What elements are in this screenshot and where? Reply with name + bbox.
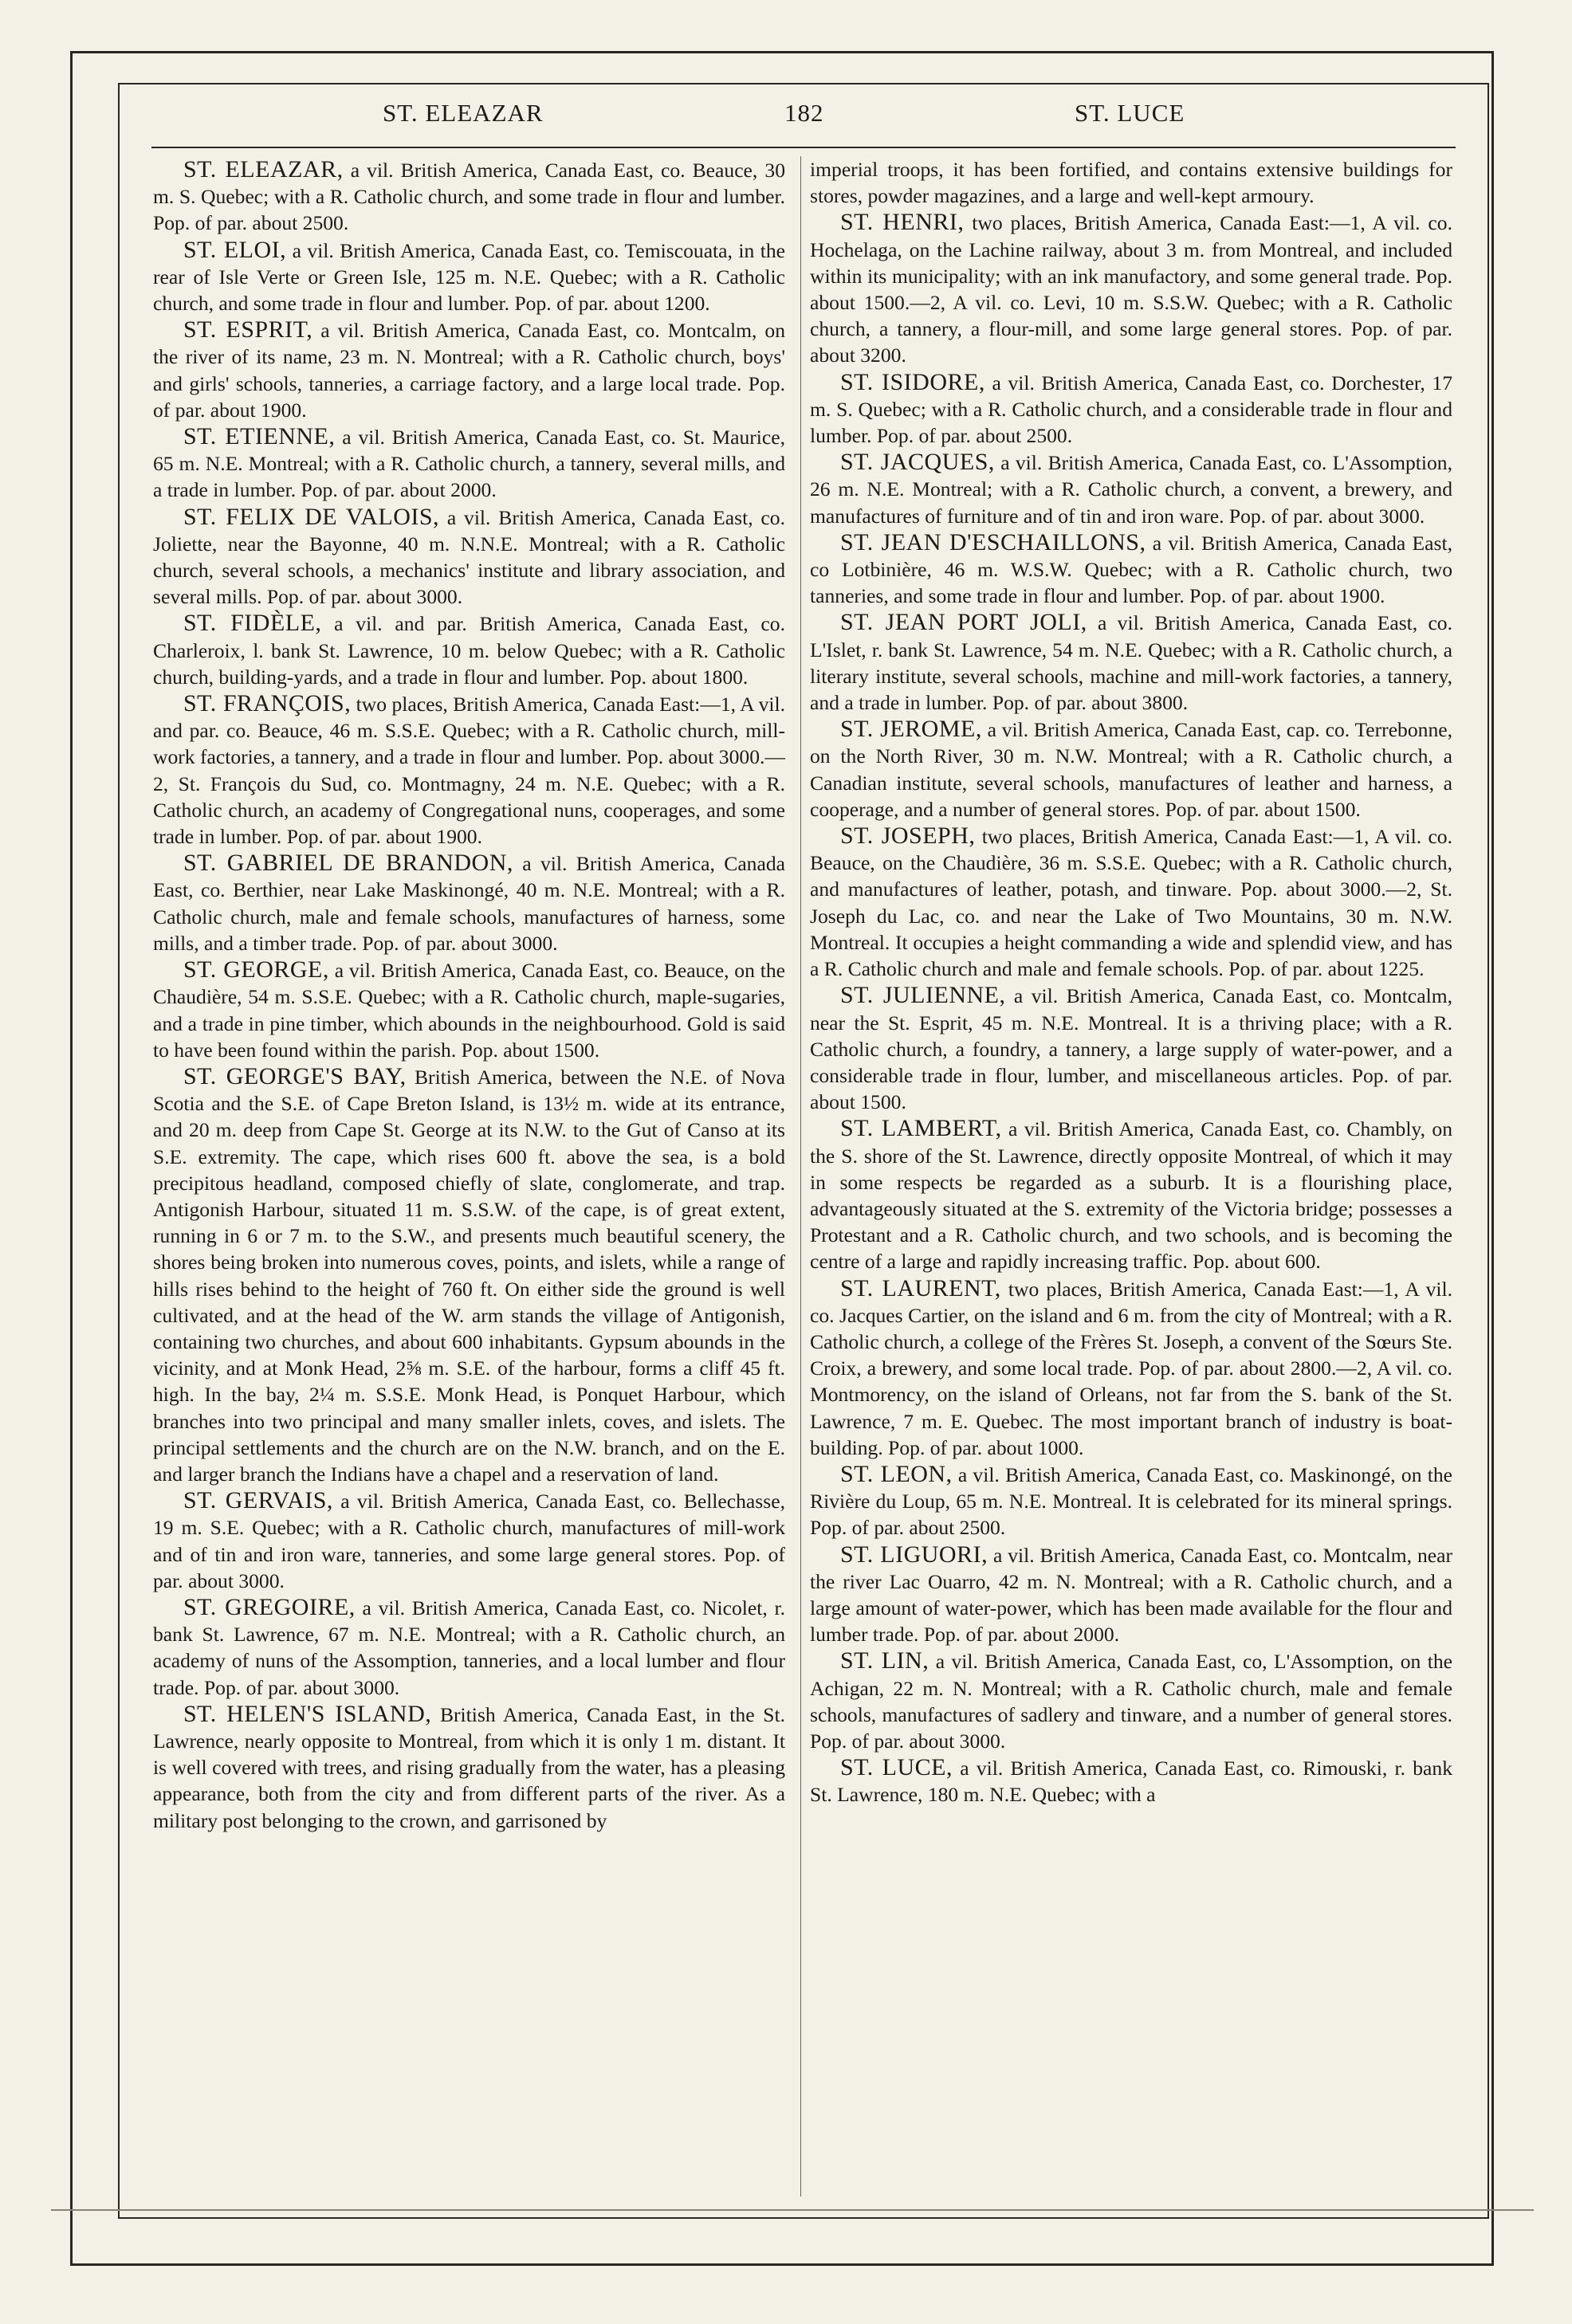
entry-text: two places, British America, Canada East:—1, A vil. co. Beauce, on the Chaudière, 36 m. S.S.E. Quebec; with a R. Catholic church, and manufactures of leather, potash, and tinware. Pop. about 3000.—2, St. Joseph du Lac, co. and near the Lake of Two Mountains, 30 m. N.W. Montreal. It occupies a height commanding a wide and splendid view, and has a R. Catholic church and male and female schools. Pop. of par. about 1225. bbox=[810, 825, 1452, 981]
gazetteer-entry bbox=[153, 1701, 785, 1834]
gazetteer-entry bbox=[810, 716, 1452, 822]
outer-border-left bbox=[70, 51, 73, 2266]
gazetteer-entry bbox=[153, 504, 785, 610]
gazetteer-entry bbox=[153, 237, 785, 317]
inner-border-bottom bbox=[118, 2217, 1489, 2219]
entry-text: British America, Canada East, in the St. Lawrence, nearly opposite to Montreal, from which it is only 1 m. distant. It is well covered with trees, and rising gradually from the water, has a pleasing appearance, both from the city and from different parts of the river. As a military post belonging to the crown, and garrisoned by bbox=[153, 1702, 785, 1832]
entry-heading: ST. JEROME, bbox=[840, 716, 982, 743]
entry-heading: ST. ETIENNE, bbox=[183, 423, 336, 450]
entry-heading: ST. ELOI, bbox=[183, 236, 287, 263]
entry-heading: ST. GEORGE, bbox=[183, 956, 329, 983]
entry-text: a vil. British America, Canada East, co. Montcalm, on the river of its name, 23 m. N. Montreal; with a R. Catholic church, boys' and girls' schools, tanneries, a carriage factory, and a large local trade. Pop. of par. about 1900. bbox=[153, 319, 786, 422]
gazetteer-entry bbox=[810, 1754, 1452, 1808]
gazetteer-entry bbox=[810, 1647, 1452, 1754]
entry-heading: ST. GREGOIRE, bbox=[183, 1593, 356, 1620]
entry-heading: ST. GEORGE'S BAY, bbox=[183, 1062, 407, 1089]
outer-border-bottom bbox=[70, 2263, 1494, 2266]
gazetteer-entry bbox=[810, 982, 1452, 1115]
entry-text: two places, British America, Canada East:—1, A vil. co. Jacques Cartier, on the island and 6 m. from the city of Montreal; with a R. Catholic church, a college of the Frères St. Joseph, a convent of the Sœurs Ste. Croix, a brewery, and some local trade. Pop. of par. about 2800.—2, A vil. co. Montmorency, on the island of Orleans, not far from the S. bank of the St. Lawrence, 7 m. E. Quebec. The most important branch of industry is boat-building. Pop. of par. about 1000. bbox=[810, 1277, 1453, 1459]
gazetteer-entry bbox=[153, 690, 785, 850]
entry-heading: ST. LIGUORI, bbox=[840, 1541, 988, 1568]
page-number: 182 bbox=[784, 99, 824, 127]
entry-text: a vil. British America, Canada East, co. Berthier, near Lake Maskinongé, 40 m. N.E. Montreal; with a R. Catholic church, male and female schools, manufactures of harness, some mills, and a timber trade. Pop. of par. about 3000. bbox=[153, 852, 785, 955]
left-column bbox=[153, 156, 785, 1834]
entry-text: a vil. British America, Canada East, co Lotbinière, 46 m. W.S.W. Quebec; with a R. Catholic church, two tanneries, and some trade in flour and lumber. Pop. of par. about 1900. bbox=[810, 531, 1452, 608]
entry-text: a vil. and par. British America, Canada East, co. Charleroix, l. bank St. Lawrence, 10 m. below Quebec; with a R. Catholic church, building-yards, and a trade in flour and lumber. Pop. about 1800. bbox=[153, 612, 785, 689]
entry-text: a vil. British America, Canada East, co. Montcalm, near the St. Esprit, 45 m. N.E. Montreal. It is a thriving place; with a R. Catholic church, a foundry, a tannery, a large supply of water-power, and a considerable trade in flour, lumber, and miscellaneous articles. Pop. of par. about 1500. bbox=[810, 984, 1452, 1114]
gazetteer-entry bbox=[153, 316, 785, 423]
entry-heading: ST. JEAN PORT JOLI, bbox=[840, 609, 1087, 636]
entry-text: a vil. British America, Canada East, co. Nicolet, r. bank St. Lawrence, 67 m. N.E. Montreal; with a R. Catholic church, an academy of nuns of the Assomption, tanneries, and a local lumber and flour trade. Pop. of par. about 3000. bbox=[153, 1596, 785, 1699]
gazetteer-entry bbox=[153, 1487, 785, 1594]
gazetteer-entry bbox=[153, 156, 785, 237]
gazetteer-entry bbox=[810, 209, 1452, 368]
entry-heading: ST. ISIDORE, bbox=[840, 368, 985, 395]
entry-heading: ST. JULIENNE, bbox=[840, 982, 1006, 1009]
gazetteer-entry bbox=[810, 822, 1452, 982]
gazetteer-entry bbox=[810, 1461, 1452, 1541]
gazetteer-entry bbox=[810, 529, 1452, 610]
entry-heading: ST. HELEN'S ISLAND, bbox=[183, 1700, 432, 1727]
entry-heading: ST. ESPRIT, bbox=[183, 316, 313, 343]
entry-text: a vil. British America, Canada East, co. Joliette, near the Bayonne, 40 m. N.N.E. Montreal; with a R. Catholic church, several schools, a mechanics' institute and library association, and several mills. Pop. of par. about 3000. bbox=[153, 505, 785, 609]
gazetteer-entry bbox=[810, 1541, 1452, 1648]
outer-border-top bbox=[70, 51, 1494, 53]
entry-text: a vil. British America, Canada East, co. Bellechasse, 19 m. S.E. Quebec; with a R. Catholic church, manufactures of mill-work and of tin and iron ware, tanneries, and some large general stores. Pop. of par. about 3000. bbox=[153, 1490, 785, 1592]
gazetteer-entry bbox=[810, 1275, 1452, 1461]
scan-edge-line bbox=[51, 2209, 1534, 2211]
entry-text: a vil. British America, Canada East, co. Temiscouata, in the rear of Isle Verte or Green Isle, 125 m. N.E. Quebec; with a R. Catholic church, and some trade in flour and lumber. Pop. of par. about 1200. bbox=[153, 238, 785, 316]
header-rule bbox=[151, 147, 1456, 148]
entry-text: a vil. British America, Canada East, co. Montcalm, near the river Lac Ouarro, 42 m. N. Montreal; with a R. Catholic church, and a large amount of water-power, which has been made available for the flour and lumber trade. Pop. of par. about 2000. bbox=[810, 1543, 1453, 1647]
gazetteer-entry bbox=[153, 423, 785, 504]
gazetteer-entry bbox=[153, 850, 785, 956]
inner-border-right bbox=[1488, 83, 1489, 2219]
entry-heading: ST. GABRIEL DE BRANDON, bbox=[183, 850, 513, 877]
entry-heading: ST. JEAN D'ESCHAILLONS, bbox=[840, 528, 1146, 555]
entry-heading: ST. FELIX DE VALOIS, bbox=[183, 503, 440, 530]
entry-heading: ST. FRANÇOIS, bbox=[183, 690, 352, 717]
right-column bbox=[810, 156, 1452, 1808]
entry-heading: ST. GERVAIS, bbox=[183, 1487, 333, 1514]
entry-text: a vil. British America, Canada East, co, L'Assomption, on the Achigan, 22 m. N. Montreal; with a R. Catholic church, male and female schools, manufactures of sadlery and tinware, and a number of general stores. Pop. of par. about 3000. bbox=[810, 1650, 1453, 1753]
entry-heading: ST. HENRI, bbox=[840, 209, 965, 236]
gazetteer-entry bbox=[153, 956, 785, 1063]
entry-heading: ST. FIDÈLE, bbox=[183, 610, 322, 637]
entry-text: British America, between the N.E. of Nova Scotia and the S.E. of Cape Breton Island, is 13½ m. wide at its entrance, and 20 m. deep from Cape St. George at its N.W. to the Gut of Canso at its S.E. extremity. The cape, which rises 600 ft. above the sea, is a bold precipitous headland, composed chiefly of slate, conglomerate, and trap. Antigonish Harbour, situated 11 m. S.S.W. of the cape, is of great extent, running in 6 or 7 m. to the S.W., and presents much beautiful scenery, the shores being broken into numerous coves, points, and islets, while a range of hills rises behind to the height of 760 ft. On either side the ground is well cultivated, and at the head of the W. arm stands the village of Antigonish, containing two churches, and about 600 inhabitants. Gypsum abounds in the vicinity, and at Monk Head, 2⅝ m. S.E. of the harbour, forms a cliff 45 ft. high. In the bay, 2¼ m. S.S.E. Monk Head, is Ponquet Harbour, which branches into two principal and many smaller inlets, coves, and islets. The principal settlements and the church are on the N.W. branch, and on the E. and larger branch the Indians have a chapel and a reservation of land. bbox=[153, 1065, 786, 1486]
entry-text: a vil. British America, Canada East, co. L'Islet, r. bank St. Lawrence, 54 m. N.E. Quebec; with a R. Catholic church, a literary institute, several schools, machine and mill-work factories, a tannery, and a trade in lumber. Pop. of par. about 3800. bbox=[810, 611, 1452, 715]
gazetteer-entry bbox=[810, 156, 1452, 209]
entry-heading: ST. LIN, bbox=[840, 1647, 929, 1674]
entry-text: two places, British America, Canada East:—1, A vil. and par. co. Beauce, 46 m. S.S.E. Quebec; with a R. Catholic church, mill-work factories, a tannery, and a trade in flour and lumber. Pop. about 3000.—2, St. François du Sud, co. Montmagny, 24 m. N.E. Quebec; with a R. Catholic church, an academy of Congregational nuns, cooperages, and some trade in lumber. Pop. of par. about 1900. bbox=[153, 693, 785, 849]
entry-text: a vil. British America, Canada East, cap. co. Terrebonne, on the North River, 30 m. N.W. Montreal; with a R. Catholic church, a Canadian institute, several schools, manufactures of leather and harness, a cooperage, and a number of general stores. Pop. of par. about 1500. bbox=[810, 718, 1452, 821]
entry-heading: ST. ELEAZAR, bbox=[183, 156, 344, 183]
gazetteer-entry bbox=[810, 369, 1452, 449]
entry-text: a vil. British America, Canada East, co. Beauce, 30 m. S. Quebec; with a R. Catholic church, and some trade in flour and lumber. Pop. of par. about 2500. bbox=[153, 159, 785, 235]
entry-heading: ST. JOSEPH, bbox=[840, 822, 976, 850]
entry-text: a vil. British America, Canada East, co. Maskinongé, on the Rivière du Loup, 65 m. N.E. Montreal. It is celebrated for its mineral springs. Pop. of par. about 2500. bbox=[810, 1462, 1453, 1540]
entry-text: a vil. British America, Canada East, co. Rimouski, r. bank St. Lawrence, 180 m. N.E. Quebec; with a bbox=[810, 1757, 1452, 1807]
entry-heading: ST. LEON, bbox=[840, 1460, 953, 1487]
entry-text: a vil. British America, Canada East, co. L'Assomption, 26 m. N.E. Montreal; with a R. Catholic church, a convent, a brewery, and manufactures of furniture and of tin and iron ware. Pop. of par. about 3000. bbox=[810, 451, 1452, 528]
entry-heading: ST. LUCE, bbox=[840, 1754, 953, 1781]
gazetteer-entry bbox=[810, 609, 1452, 716]
entry-heading: ST. JACQUES, bbox=[840, 449, 995, 476]
gazetteer-entry bbox=[810, 449, 1452, 529]
entry-heading: ST. LAMBERT, bbox=[840, 1115, 1002, 1142]
entry-text: a vil. British America, Canada East, co. Dorchester, 17 m. S. Quebec; with a R. Catholic church, and a considerable trade in flour and lumber. Pop. of par. about 2500. bbox=[810, 371, 1452, 448]
column-divider bbox=[800, 156, 801, 2196]
entry-text: a vil. British America, Canada East, co. Beauce, on the Chaudière, 54 m. S.S.E. Quebec; with a R. Catholic church, maple-sugaries, and a trade in pine timber, which abounds in the neighbourhood. Gold is said to have been found within the parish. Pop. about 1500. bbox=[153, 959, 785, 1062]
running-head-left: ST. ELEAZAR bbox=[383, 99, 544, 127]
entry-text: imperial troops, it has been fortified, and contains extensive buildings for stores, powder magazines, and a large and well-kept armoury. bbox=[810, 158, 1452, 208]
entry-text: two places, British America, Canada East:—1, A vil. co. Hochelaga, on the Lachine railway, about 3 m. from Montreal, and included within its municipality; with an ink manufactory, and some general trade. Pop. about 1500.—2, A vil. co. Levi, 10 m. S.S.W. Quebec; with a R. Catholic church, a tannery, a flour-mill, and some large general stores. Pop. of par. about 3200. bbox=[810, 211, 1452, 367]
entry-text: a vil. British America, Canada East, co. Chambly, on the S. shore of the St. Lawrence, directly opposite Montreal, of which it may in some respects be regarded as a suburb. It is a flourishing place, advantageously situated at the S. extremity of the Victoria bridge; possesses a Protestant and a R. Catholic church, and two schools, and is becoming the centre of a large and rapidly increasing traffic. Pop. about 600. bbox=[810, 1117, 1452, 1274]
gazetteer-entry bbox=[153, 1063, 785, 1487]
gazetteer-entry bbox=[810, 1115, 1452, 1274]
inner-border-top bbox=[118, 83, 1489, 84]
outer-border-right bbox=[1491, 51, 1494, 2266]
gazetteer-entry bbox=[153, 610, 785, 690]
gazetteer-entry bbox=[153, 1594, 785, 1701]
entry-heading: ST. LAURENT, bbox=[840, 1274, 1001, 1301]
inner-border-left bbox=[118, 83, 120, 2219]
running-head-right: ST. LUCE bbox=[1075, 99, 1185, 127]
entry-text: a vil. British America, Canada East, co. St. Maurice, 65 m. N.E. Montreal; with a R. Catholic church, a tannery, several mills, and a trade in lumber. Pop. of par. about 2000. bbox=[153, 426, 785, 502]
